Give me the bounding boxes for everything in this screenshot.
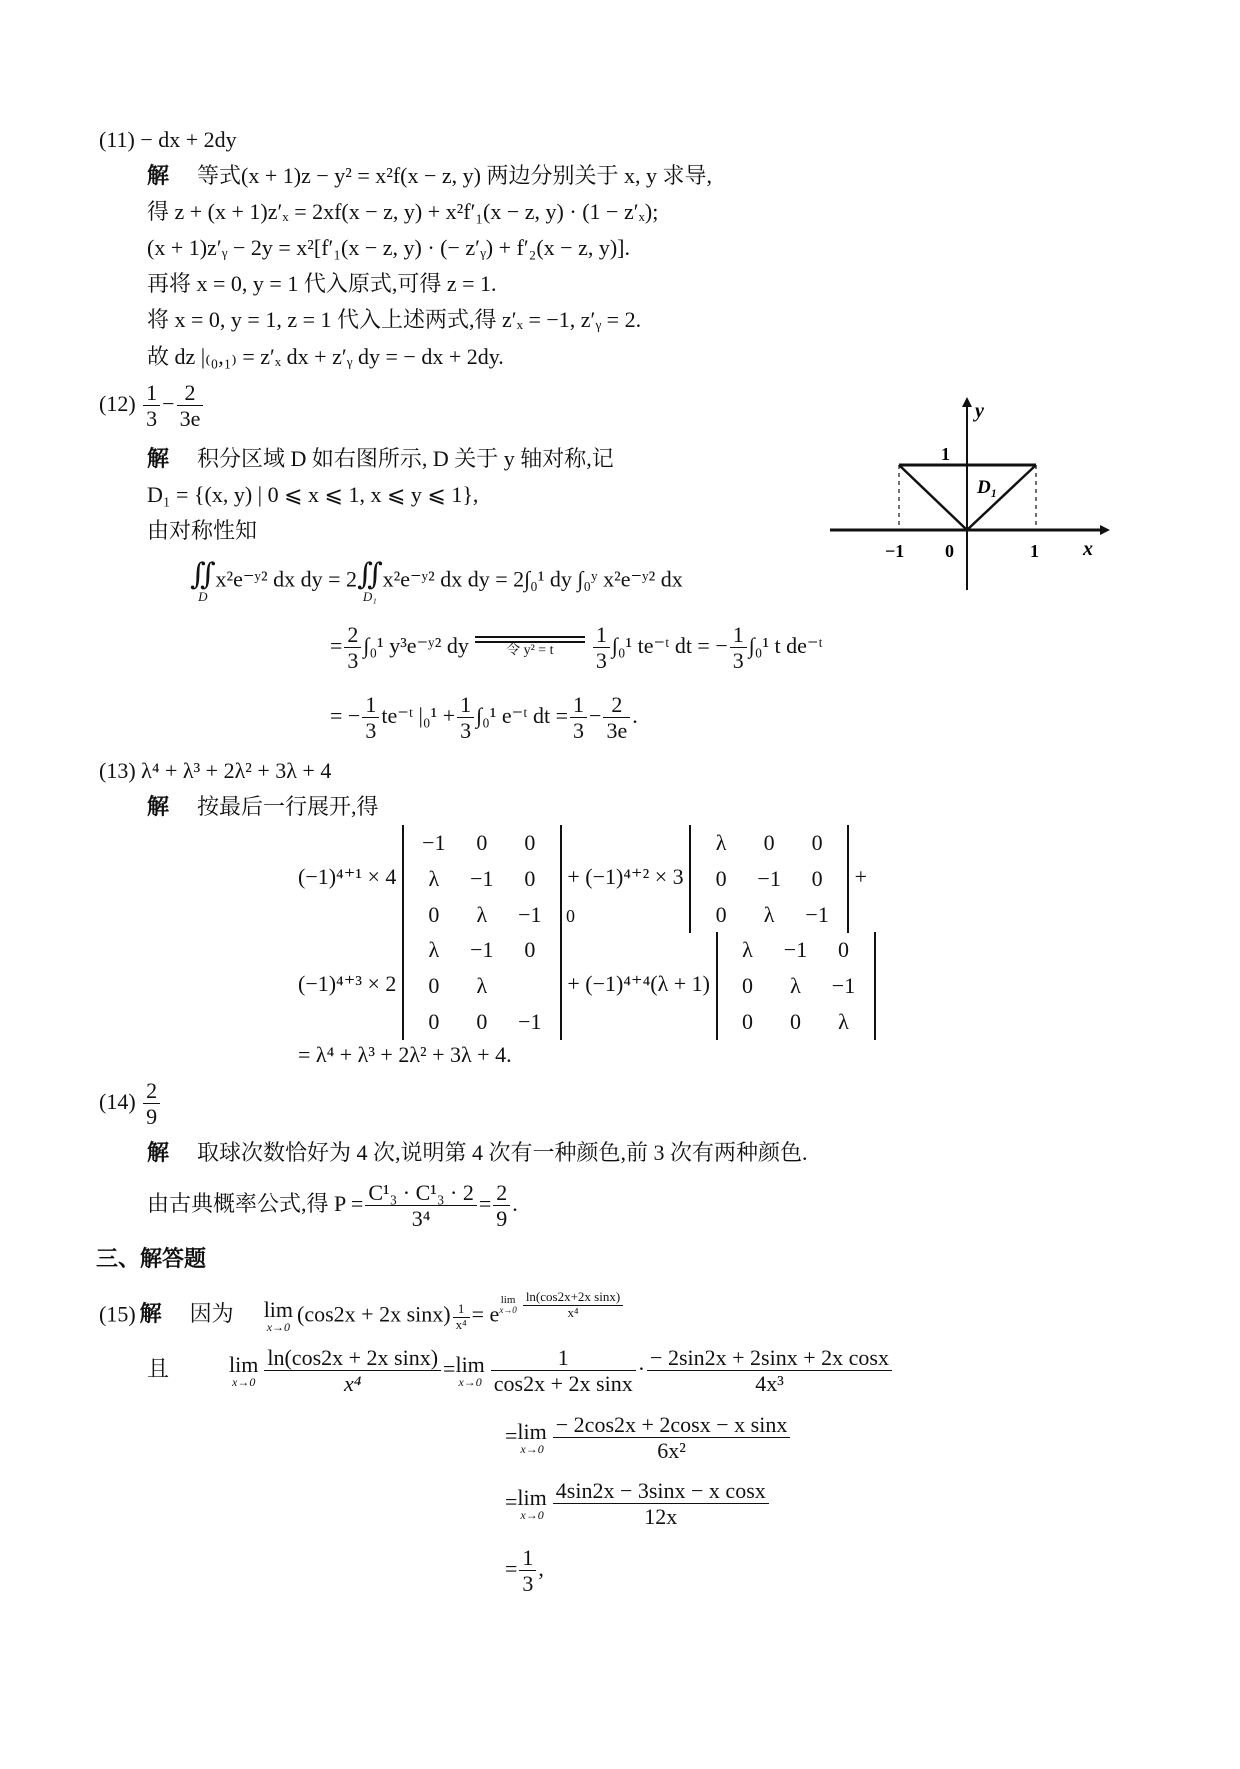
q13-text: 按最后一行展开,得	[197, 794, 379, 819]
matrix-cell: 0	[428, 901, 440, 927]
q13-result: = λ⁴ + λ³ + 2λ² + 3λ + 4.	[298, 1042, 512, 1067]
y-label: y	[975, 400, 984, 422]
frac: $\frac{\text{− 2cos2x + 2cosx − x sinx}}{\text{6x²}}$	[553, 1412, 791, 1464]
matrix-cell: λ	[476, 901, 488, 927]
e-exponent: lim x→0 $\frac{\text{ln(cos2x+2x sinx)}}{\text{x⁴}}$	[499, 1290, 625, 1321]
matrix-cell: −1	[470, 865, 494, 891]
matrix-cell: −1	[757, 865, 781, 891]
matrix-cell: 0	[524, 936, 536, 962]
q15-line-2: 且 lim x→0 $\frac{\text{ln(cos2x + 2x sinx)}}{\text{x⁴}}$ = lim x→0 $\frac{1}{\text{cos2x + 2x sinx}}$ · $\frac{\text{− 2sin2x + 2sinx + 2x cosx}}{\text{4x³}}$	[147, 1345, 894, 1397]
q12-line-3: 由对称性知	[147, 518, 258, 543]
q11-answer: − dx + 2dy	[140, 127, 237, 152]
x-axis-arrow	[1100, 525, 1110, 535]
q15-line-3: = lim x→0 $\frac{\text{− 2cos2x + 2cosx − x sinx}}{\text{6x²}}$	[505, 1412, 792, 1464]
matrix-cell: −1	[805, 901, 829, 927]
q11-line-5: 将 x = 0, y = 1, z = 1 代入上述两式,得 z′ₓ = −1, z′ᵧ = 2.	[147, 307, 642, 332]
q13-header	[99, 758, 331, 784]
tick-neg1: −1	[885, 541, 905, 561]
q12-line-2: D₁ = {(x, y) | 0 ⩽ x ⩽ 1, x ⩽ y ⩽ 1},	[147, 482, 479, 507]
frac: $\frac{\text{ln(cos2x + 2x sinx)}}{\text{x⁴}}$	[264, 1345, 441, 1397]
matrix-cell: −1	[470, 936, 494, 962]
q13-row-1: (−1)⁴⁺¹ × 4 −1 0 0 λ −1 0 0 λ −1 + (−1)⁴⁺² × 3 λ 0 0 0 −1 0 0 λ −1 +	[298, 825, 867, 933]
matrix-cell: 0	[838, 936, 850, 962]
matrix-cell: 0	[524, 829, 536, 855]
frac: $\frac{1}{3}$	[570, 692, 587, 744]
solution-marker: 解	[139, 1301, 162, 1327]
matrix-cell: λ	[428, 936, 440, 962]
q15-line-4: = lim x→0 $\frac{\text{4sin2x − 3sinx − x cosx}}{12x}$	[505, 1478, 771, 1530]
matrix-cell: 0	[763, 829, 775, 855]
exponent: $\frac{1}{\text{x⁴}}$	[453, 1302, 470, 1333]
solution-marker: 解	[147, 446, 170, 471]
frac: $\frac{2}{9}$	[493, 1180, 510, 1232]
eq-text: x²e⁻ʸ² dx dy = 2∫₀¹ dy ∫₀ʸ x²e⁻ʸ² dx	[382, 566, 683, 592]
q14-answer: $\frac{2}{9}$	[143, 1078, 160, 1130]
determinant-3	[402, 932, 562, 1040]
frac: $\frac{2}{3e}$	[603, 692, 630, 744]
q11-label: (11)	[99, 127, 135, 152]
q12-text: 积分区域 D 如右图所示, D 关于 y 轴对称,记	[197, 446, 614, 471]
q11-line-2: 得 z + (x + 1)z′ₓ = 2xf(x − z, y) + x²f′₁(x − z, y) · (1 − z′ₓ);	[147, 199, 659, 224]
matrix-cell: −1	[831, 972, 856, 998]
q12-eq-1	[190, 560, 683, 603]
matrix-cell: −1	[518, 901, 542, 927]
determinant-2	[689, 825, 849, 933]
frac: $\frac{2}{3}$	[344, 622, 361, 674]
q12-eq-3: = − $\frac{1}{3}$ te⁻ᵗ |₀¹ + $\frac{1}{3}$ ∫₀¹ e⁻ᵗ dt = $\frac{1}{3}$ − $\frac{2}{3e}$ .	[330, 692, 638, 744]
frac: $\frac{1}{\text{cos2x + 2x sinx}}$	[491, 1345, 636, 1397]
matrix-cell: −1	[422, 829, 446, 855]
q12-answer-frac-a: $\frac{1}{3}$	[143, 380, 160, 432]
q12-line-1	[147, 446, 614, 472]
matrix-cell: λ	[838, 1008, 849, 1034]
limit: lim x→0	[229, 1351, 259, 1389]
double-integral: ∬ D	[190, 558, 216, 604]
q12-answer-frac-b: $\frac{2}{3e}$	[177, 380, 204, 432]
q13-label: (13)	[99, 758, 136, 783]
q13-answer: λ⁴ + λ³ + 2λ² + 3λ + 4	[141, 758, 332, 783]
matrix-cell: 0	[476, 829, 488, 855]
matrix-cell: 0	[742, 972, 754, 998]
tick-1-y: 1	[941, 444, 950, 464]
eq-text: x²e⁻ʸ² dx dy = 2	[215, 566, 358, 592]
left-edge	[899, 465, 967, 530]
region-label: D₁	[977, 477, 998, 498]
matrix-cell: 0	[524, 865, 536, 891]
q12-label: (12)	[99, 390, 136, 416]
matrix-cell: λ	[476, 972, 488, 998]
stray-zero: 0	[566, 906, 575, 926]
q11-header	[99, 127, 237, 153]
limit: lim x→0	[517, 1484, 547, 1522]
matrix-cell: 0	[811, 865, 823, 891]
solution-marker: 解	[147, 163, 170, 188]
matrix-cell: 0	[790, 1008, 802, 1034]
q12-header	[99, 380, 205, 432]
frac: $\frac{\text{C¹₃ · C¹₃ · 2}}{\text{3⁴}}$	[365, 1180, 477, 1232]
q15-line-1: (15) 解 因为 lim x→0 (cos2x + 2x sinx) $\frac{1}{\text{x⁴}}$ = e lim x→0 $\frac{\text{ln(cos2x+2x sinx)}}{\text{x⁴}}$	[99, 1290, 625, 1333]
matrix-cell: 0	[715, 865, 727, 891]
q13-line-1	[147, 794, 379, 820]
frac: $\frac{1}{3}$	[457, 692, 474, 744]
q14-label: (14)	[99, 1088, 136, 1114]
q11-line-3: (x + 1)z′ᵧ − 2y = x²[f′₁(x − z, y) · (− z′ᵧ) + f′₂(x − z, y)].	[147, 235, 631, 260]
solution-marker: 解	[147, 794, 170, 819]
x-label: x	[1083, 538, 1093, 560]
section-heading: 三、解答题	[96, 1246, 207, 1271]
q14-line-1	[147, 1140, 808, 1166]
limit: lim x→0	[517, 1418, 547, 1456]
matrix-cell: −1	[518, 1008, 542, 1034]
q11-line-4: 再将 x = 0, y = 1 代入原式,可得 z = 1.	[147, 271, 497, 296]
solution-marker: 解	[147, 1140, 170, 1165]
matrix-cell: 0	[428, 972, 440, 998]
double-integral: ∬ D₁	[357, 558, 383, 604]
q11-line-6: 故 dz |₍₀,₁₎ = z′ₓ dx + z′ᵧ dy = − dx + 2dy.	[147, 344, 504, 369]
determinant-4	[716, 932, 876, 1040]
tick-0: 0	[945, 541, 954, 561]
matrix-cell: λ	[428, 865, 440, 891]
q14-text: 取球次数恰好为 4 次,说明第 4 次有一种颜色,前 3 次有两种颜色.	[197, 1140, 808, 1165]
frac: $\frac{1}{3}$	[730, 622, 747, 674]
matrix-cell: −1	[783, 936, 808, 962]
matrix-cell: 0	[811, 829, 823, 855]
frac: $\frac{\text{4sin2x − 3sinx − x cosx}}{12x}$	[553, 1478, 769, 1530]
frac: $\frac{1}{3}$	[593, 622, 610, 674]
q11-text: 等式(x + 1)z − y² = x²f(x − z, y) 两边分别关于 x, y 求导,	[197, 163, 712, 188]
region-d-figure	[825, 395, 1115, 595]
q12-eq-2: = $\frac{2}{3}$ ∫₀¹ y³e⁻ʸ² dy 令 y² = t $\frac{1}{3}$ ∫₀¹ te⁻ᵗ dt = − $\frac{1}{3}$ ∫₀¹ t de⁻ᵗ	[330, 622, 823, 674]
tick-1-x: 1	[1030, 541, 1039, 561]
matrix-cell: 0	[742, 1008, 754, 1034]
frac: $\frac{1}{3}$	[362, 692, 379, 744]
substitution-equals: 令 y² = t	[475, 636, 585, 660]
matrix-cell: 0	[476, 1008, 488, 1034]
frac: $\frac{\text{− 2sin2x + 2sinx + 2x cosx}}{\text{4x³}}$	[647, 1345, 892, 1397]
matrix-cell: 0	[428, 1008, 440, 1034]
matrix-cell: λ	[790, 972, 801, 998]
q11-line-1	[147, 163, 712, 189]
matrix-cell: λ	[763, 901, 775, 927]
operator: −	[162, 390, 175, 416]
q15-line-5: = $\frac{1}{3}$ ,	[505, 1545, 544, 1597]
frac: $\frac{1}{3}$	[519, 1545, 536, 1597]
matrix-cell: 0	[715, 901, 727, 927]
y-axis-arrow	[962, 397, 972, 407]
matrix-cell: λ	[742, 936, 753, 962]
determinant-1	[402, 825, 562, 933]
limit: lim x→0	[455, 1351, 485, 1389]
q14-line-2: 由古典概率公式,得 P = $\frac{\text{C¹₃ · C¹₃ · 2}}{\text{3⁴}}$ = $\frac{2}{9}$ .	[147, 1180, 518, 1232]
q13-row-2: (−1)⁴⁺³ × 2 λ −1 0 0 λ 0 0 −1 + (−1)⁴⁺⁴(λ + 1) λ −1 0 0 λ −1 0 0 λ	[298, 932, 876, 1040]
matrix-cell: λ	[715, 829, 727, 855]
limit: lim x→0	[263, 1297, 294, 1335]
q14-header	[99, 1078, 162, 1130]
